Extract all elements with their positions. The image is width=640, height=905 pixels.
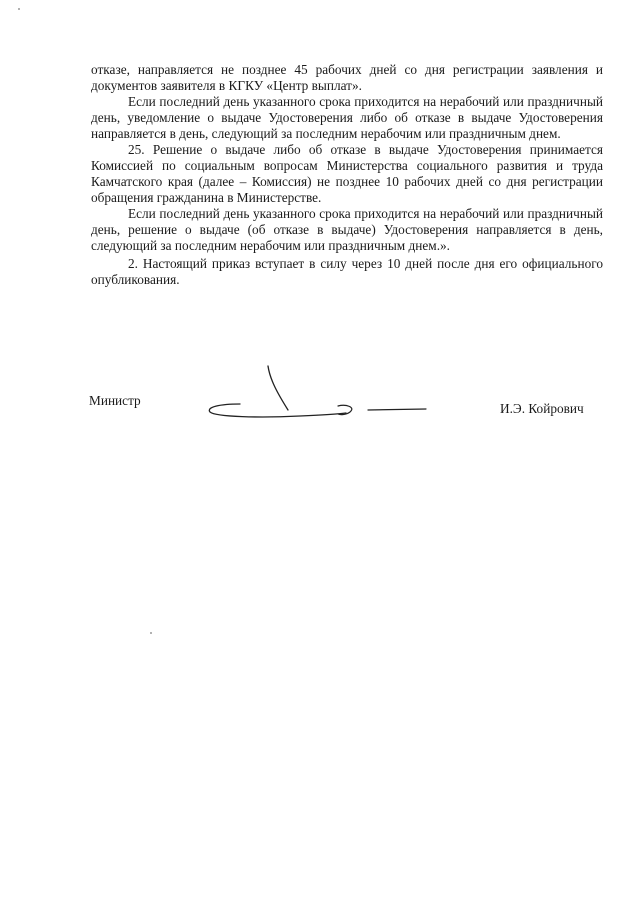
paragraph-deadline-decision: Если последний день указанного срока приходится на нерабочий или праздничный день, решение о выдаче (об отказе в выдаче) Удостоверения направляется в день, следующий за последним нерабочим или праздничным днем.».	[91, 206, 603, 253]
paragraph-deadline-notice: Если последний день указанного срока приходится на нерабочий или праздничный день, уведомление о выдаче Удостоверения либо об отказе в выдаче Удостоверения направляется в день, следующий за последним нерабочим или праздничным днем.	[91, 94, 603, 141]
signature-block	[0, 360, 640, 440]
paragraph-25-commission-decision: 25. Решение о выдаче либо об отказе в выдаче Удостоверения принимается Комиссией по социальным вопросам Министерства социального развития и труда Камчатского края (далее – Комиссия) не позднее 10 рабочих дней со дня регистрации обращения гражданина в Министерстве.	[91, 142, 603, 205]
signer-name: И.Э. Койрович	[500, 401, 584, 416]
document-body	[91, 62, 603, 288]
paragraph-continuation: отказе, направляется не позднее 45 рабочих дней со дня регистрации заявления и документов заявителя в КГКУ «Центр выплат».	[91, 62, 603, 93]
paragraph-2-entry-into-force: 2. Настоящий приказ вступает в силу через 10 дней после дня его официального опубликования.	[91, 256, 603, 287]
scan-speck	[150, 632, 152, 634]
scan-speck	[18, 8, 20, 10]
handwritten-signature	[200, 360, 440, 440]
signer-title: Министр	[89, 393, 141, 408]
